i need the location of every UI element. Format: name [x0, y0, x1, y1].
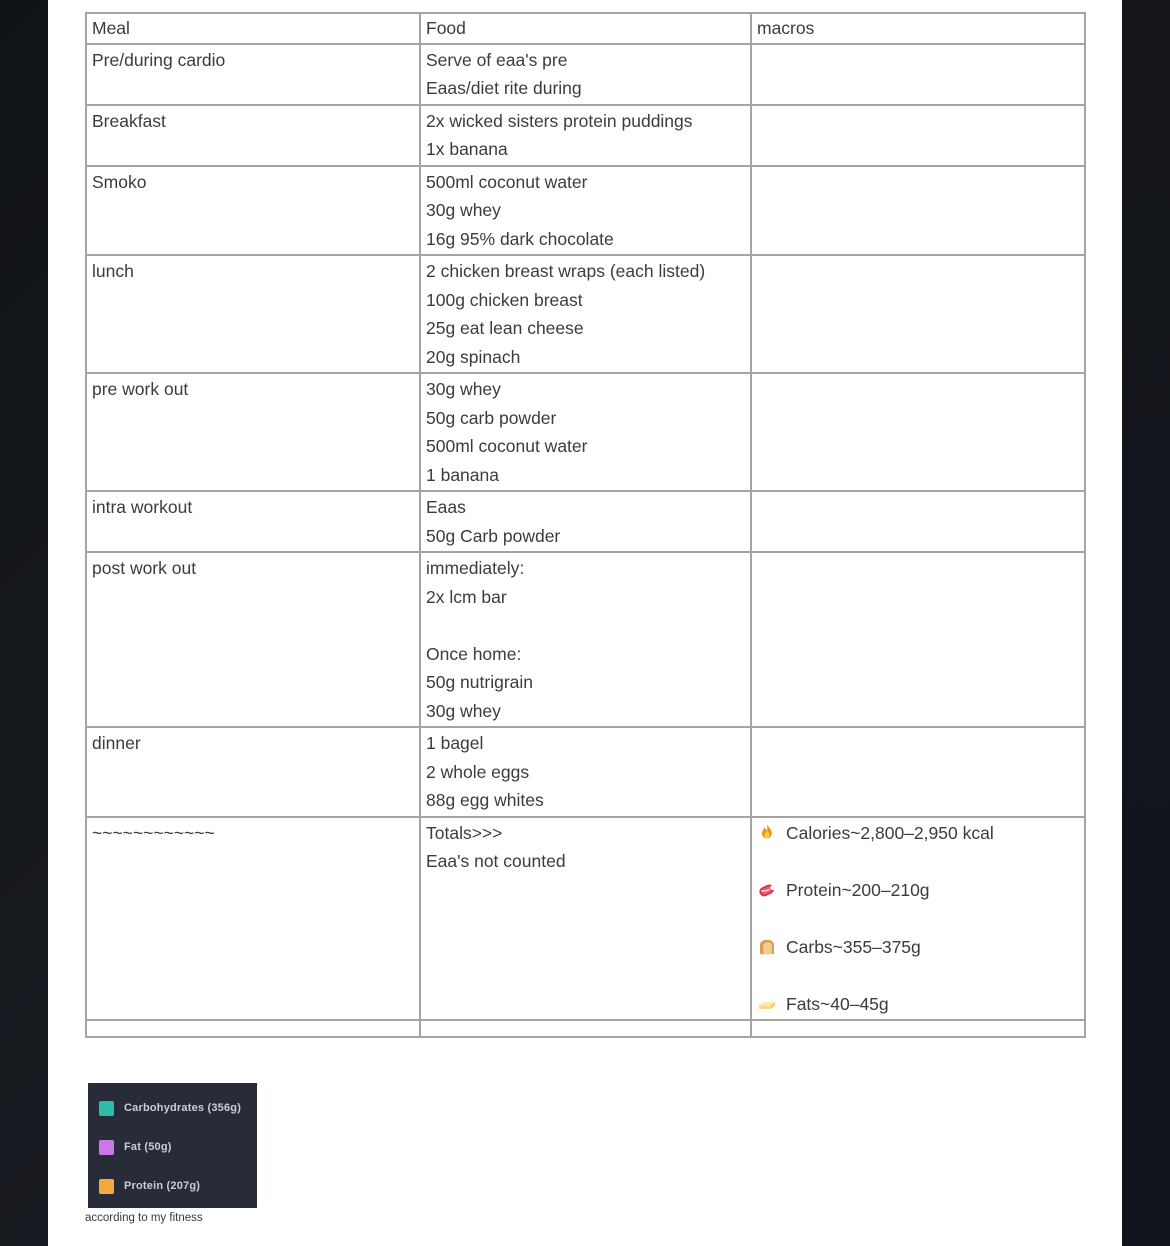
macro-calories — [757, 819, 1079, 848]
macros-cell — [751, 1020, 1085, 1037]
food-line: Totals>>> — [426, 822, 503, 843]
meal-cell: pre work out — [86, 373, 420, 491]
food-line: 100g chicken breast — [426, 289, 583, 310]
food-line: 16g 95% dark chocolate — [426, 228, 614, 249]
food-line: Once home: — [426, 643, 522, 664]
macros-cell — [751, 255, 1085, 373]
meal-cell: dinner — [86, 727, 420, 817]
legend-label: Carbohydrates (356g) — [124, 1102, 242, 1114]
macros-cell — [751, 44, 1085, 105]
legend-item-protein — [99, 1174, 249, 1198]
food-cell — [420, 491, 751, 552]
protein-swatch-icon — [99, 1179, 114, 1194]
table-row — [86, 166, 1085, 256]
food-line: 2x lcm bar — [426, 586, 507, 607]
food-cell — [420, 44, 751, 105]
meal-cell — [86, 1020, 420, 1037]
column-header-macros: macros — [751, 13, 1085, 44]
macros-chart-legend — [88, 1083, 257, 1208]
food-cell — [420, 552, 751, 727]
food-line: 2x wicked sisters protein puddings — [426, 110, 693, 131]
meal-cell: Pre/during cardio — [86, 44, 420, 105]
macros-cell — [751, 105, 1085, 166]
fat-swatch-icon — [99, 1140, 114, 1155]
meal-cell: Breakfast — [86, 105, 420, 166]
macro-carbs-text: Carbs~355–375g — [786, 936, 921, 957]
legend-label: Fat (50g) — [124, 1141, 172, 1153]
food-line: Eaa's not counted — [426, 851, 566, 871]
right-black-strip — [1122, 0, 1170, 1246]
carbohydrates-swatch-icon — [99, 1101, 114, 1116]
food-line: 50g Carb powder — [426, 525, 561, 546]
food-line: 20g spinach — [426, 346, 521, 367]
food-line: 25g eat lean cheese — [426, 318, 584, 338]
table-row — [86, 491, 1085, 552]
macros-cell — [751, 166, 1085, 256]
food-line: 30g whey — [426, 700, 501, 721]
food-line: 1x banana — [426, 139, 508, 159]
food-line: 2 chicken breast wraps (each listed) — [426, 261, 706, 281]
macros-cell-totals — [751, 817, 1085, 1021]
food-line: 500ml coconut water — [426, 171, 588, 192]
column-header-food: Food — [420, 13, 751, 44]
meal-cell: intra workout — [86, 491, 420, 552]
food-line: 1 banana — [426, 464, 499, 485]
table-row — [86, 727, 1085, 817]
food-line: 30g whey — [426, 379, 501, 399]
table-row — [86, 373, 1085, 491]
macro-fats — [757, 990, 1079, 1019]
table-row — [86, 105, 1085, 166]
food-cell — [420, 1020, 751, 1037]
table-row — [86, 552, 1085, 727]
left-black-strip — [0, 0, 48, 1246]
macro-calories-text: Calories~2,800–2,950 kcal — [786, 822, 994, 843]
food-line — [426, 611, 745, 640]
bread-icon — [757, 937, 777, 957]
legend-item-fat — [99, 1135, 249, 1159]
table-header-row — [86, 13, 1085, 44]
food-line: 30g whey — [426, 200, 501, 220]
food-line: immediately: — [426, 558, 525, 578]
food-line: Eaas — [426, 497, 466, 517]
food-cell — [420, 817, 751, 1021]
food-line: 50g carb powder — [426, 407, 557, 428]
meal-cell: post work out — [86, 552, 420, 727]
food-line: Serve of eaa's pre — [426, 49, 568, 70]
meal-cell: lunch — [86, 255, 420, 373]
macros-cell — [751, 373, 1085, 491]
food-cell — [420, 373, 751, 491]
food-line: 1 bagel — [426, 733, 484, 753]
table-row-empty — [86, 1020, 1085, 1037]
food-line: 500ml coconut water — [426, 436, 588, 456]
macros-cell — [751, 491, 1085, 552]
meal-cell: Smoko — [86, 166, 420, 256]
food-line: 88g egg whites — [426, 790, 544, 810]
food-line: 50g nutrigrain — [426, 672, 534, 692]
table-row-totals — [86, 817, 1085, 1021]
macros-cell — [751, 552, 1085, 727]
legend-item-carbohydrates — [99, 1096, 249, 1120]
food-cell — [420, 255, 751, 373]
macro-carbs — [757, 933, 1079, 962]
footer-note: according to my fitness — [85, 1212, 203, 1224]
meat-icon — [757, 880, 777, 900]
butter-icon — [757, 994, 777, 1014]
fire-icon — [757, 823, 777, 843]
macros-cell — [751, 727, 1085, 817]
meal-plan-table — [85, 12, 1086, 1038]
food-cell — [420, 727, 751, 817]
table-row — [86, 255, 1085, 373]
macro-protein-text: Protein~200–210g — [786, 879, 930, 900]
macro-protein — [757, 876, 1079, 905]
food-cell — [420, 105, 751, 166]
macro-fats-text: Fats~40–45g — [786, 993, 889, 1014]
column-header-meal: Meal — [86, 13, 420, 44]
meal-cell: ~~~~~~~~~~~~ — [86, 817, 420, 1021]
table-row — [86, 44, 1085, 105]
food-cell — [420, 166, 751, 256]
food-line: 2 whole eggs — [426, 761, 530, 782]
legend-label: Protein (207g) — [124, 1180, 201, 1192]
food-line: Eaas/diet rite during — [426, 78, 582, 98]
